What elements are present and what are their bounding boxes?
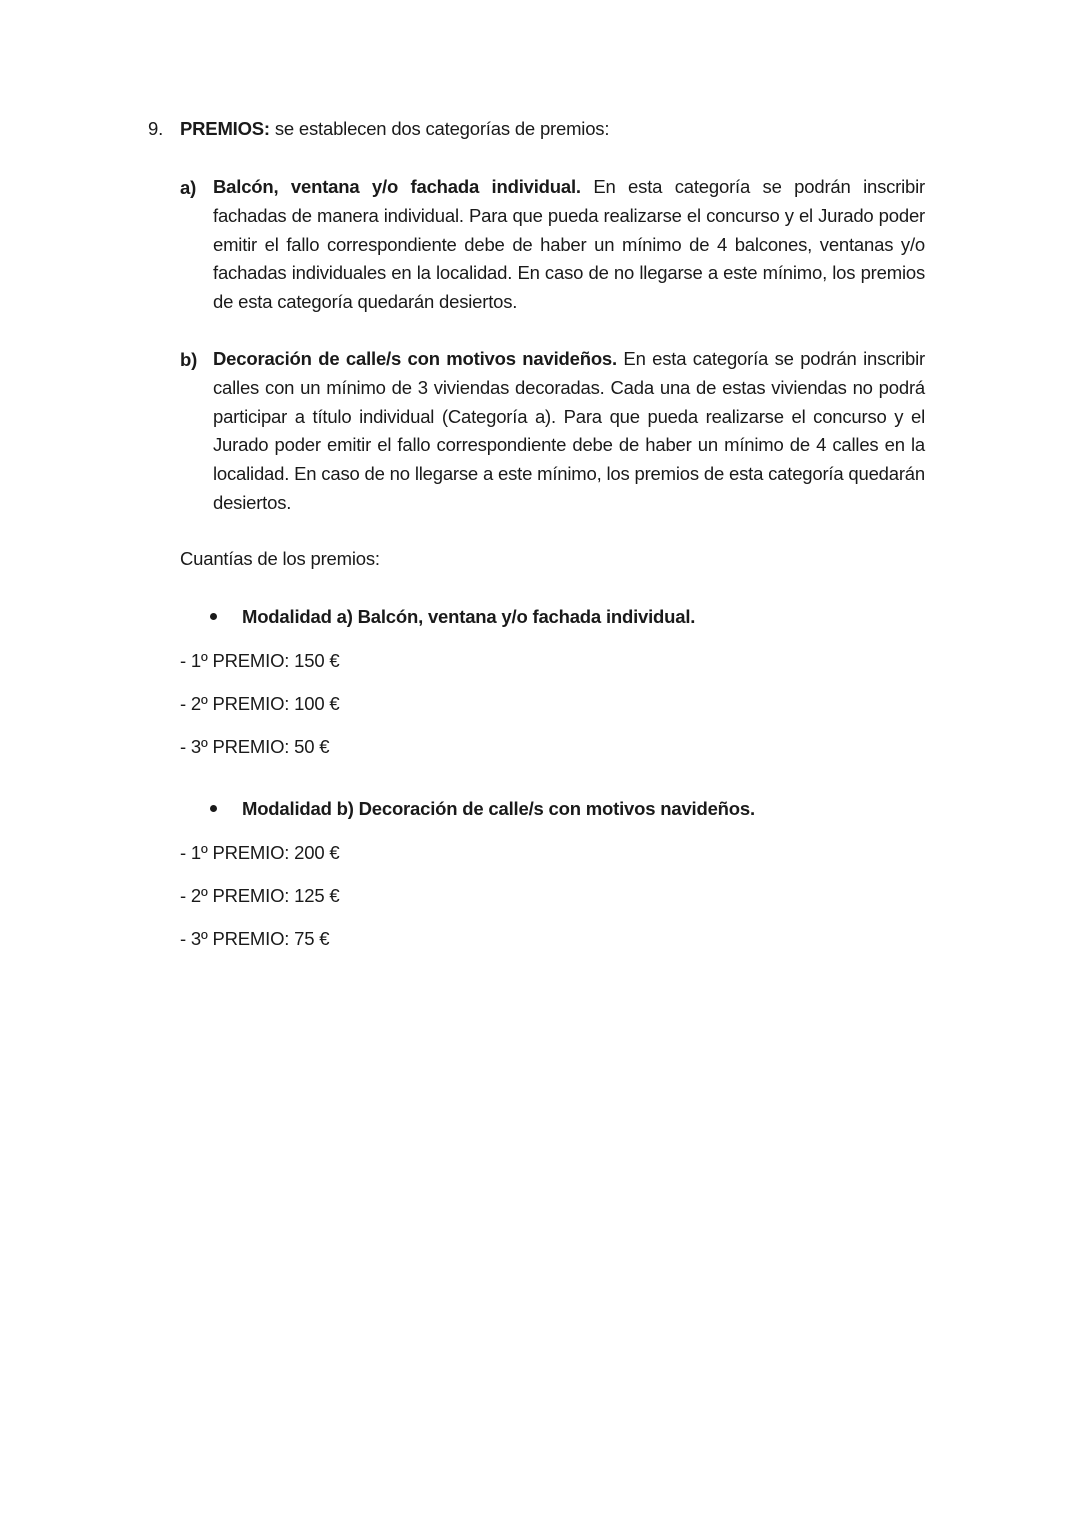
category-b-body bbox=[213, 345, 925, 518]
prize-line: - 3º PREMIO: 50 € bbox=[180, 736, 330, 757]
modality-b-item bbox=[210, 798, 755, 820]
modality-a-item bbox=[210, 606, 695, 628]
category-b-text: En esta categoría se podrán inscribir calles con un mínimo de 3 viviendas decoradas. Cada una de estas viviendas no podrá participar a título individual (Categoría a). Para que pueda realizarse el concurso y el Jurado poder emitir el fallo correspondiente debe de haber un mínimo de 4 calles en la localidad. En caso de no llegarse a este mínimo, los premios de esta categoría quedarán desiertos. bbox=[213, 348, 926, 513]
modality-b-title: Modalidad b) Decoración de calle/s con motivos navideños. bbox=[242, 798, 755, 819]
prize-line: - 1º PREMIO: 200 € bbox=[180, 842, 340, 863]
modality-a-title: Modalidad a) Balcón, ventana y/o fachada individual. bbox=[242, 606, 696, 627]
bullet-icon bbox=[210, 805, 217, 812]
category-b-label: b) bbox=[180, 349, 198, 370]
category-a-text: En esta categoría se podrán inscribir fachadas de manera individual. Para que pueda realizarse el concurso y el Jurado poder emitir el fallo correspondiente debe de haber un mínimo de 4 balcones, ventanas y/o fachadas individuales en la localidad. En caso de no llegarse a este mínimo, los premios de esta categoría quedarán desiertos. bbox=[213, 176, 926, 313]
category-a-label: a) bbox=[180, 177, 197, 198]
section-intro: se establecen dos categorías de premios: bbox=[269, 118, 610, 139]
section-number: 9. bbox=[148, 118, 164, 139]
category-a-body bbox=[213, 173, 925, 317]
section-title: PREMIOS: bbox=[180, 118, 270, 139]
prize-line: - 2º PREMIO: 125 € bbox=[180, 885, 340, 906]
prize-line: - 2º PREMIO: 100 € bbox=[180, 693, 340, 714]
bullet-icon bbox=[210, 613, 217, 620]
category-a-title: Balcón, ventana y/o fachada individual. bbox=[213, 176, 581, 197]
category-b-title: Decoración de calle/s con motivos navideños. bbox=[213, 348, 617, 369]
prize-line: - 3º PREMIO: 75 € bbox=[180, 928, 330, 949]
amounts-heading: Cuantías de los premios: bbox=[180, 548, 380, 569]
prize-line: - 1º PREMIO: 150 € bbox=[180, 650, 340, 671]
section-heading bbox=[148, 118, 609, 140]
